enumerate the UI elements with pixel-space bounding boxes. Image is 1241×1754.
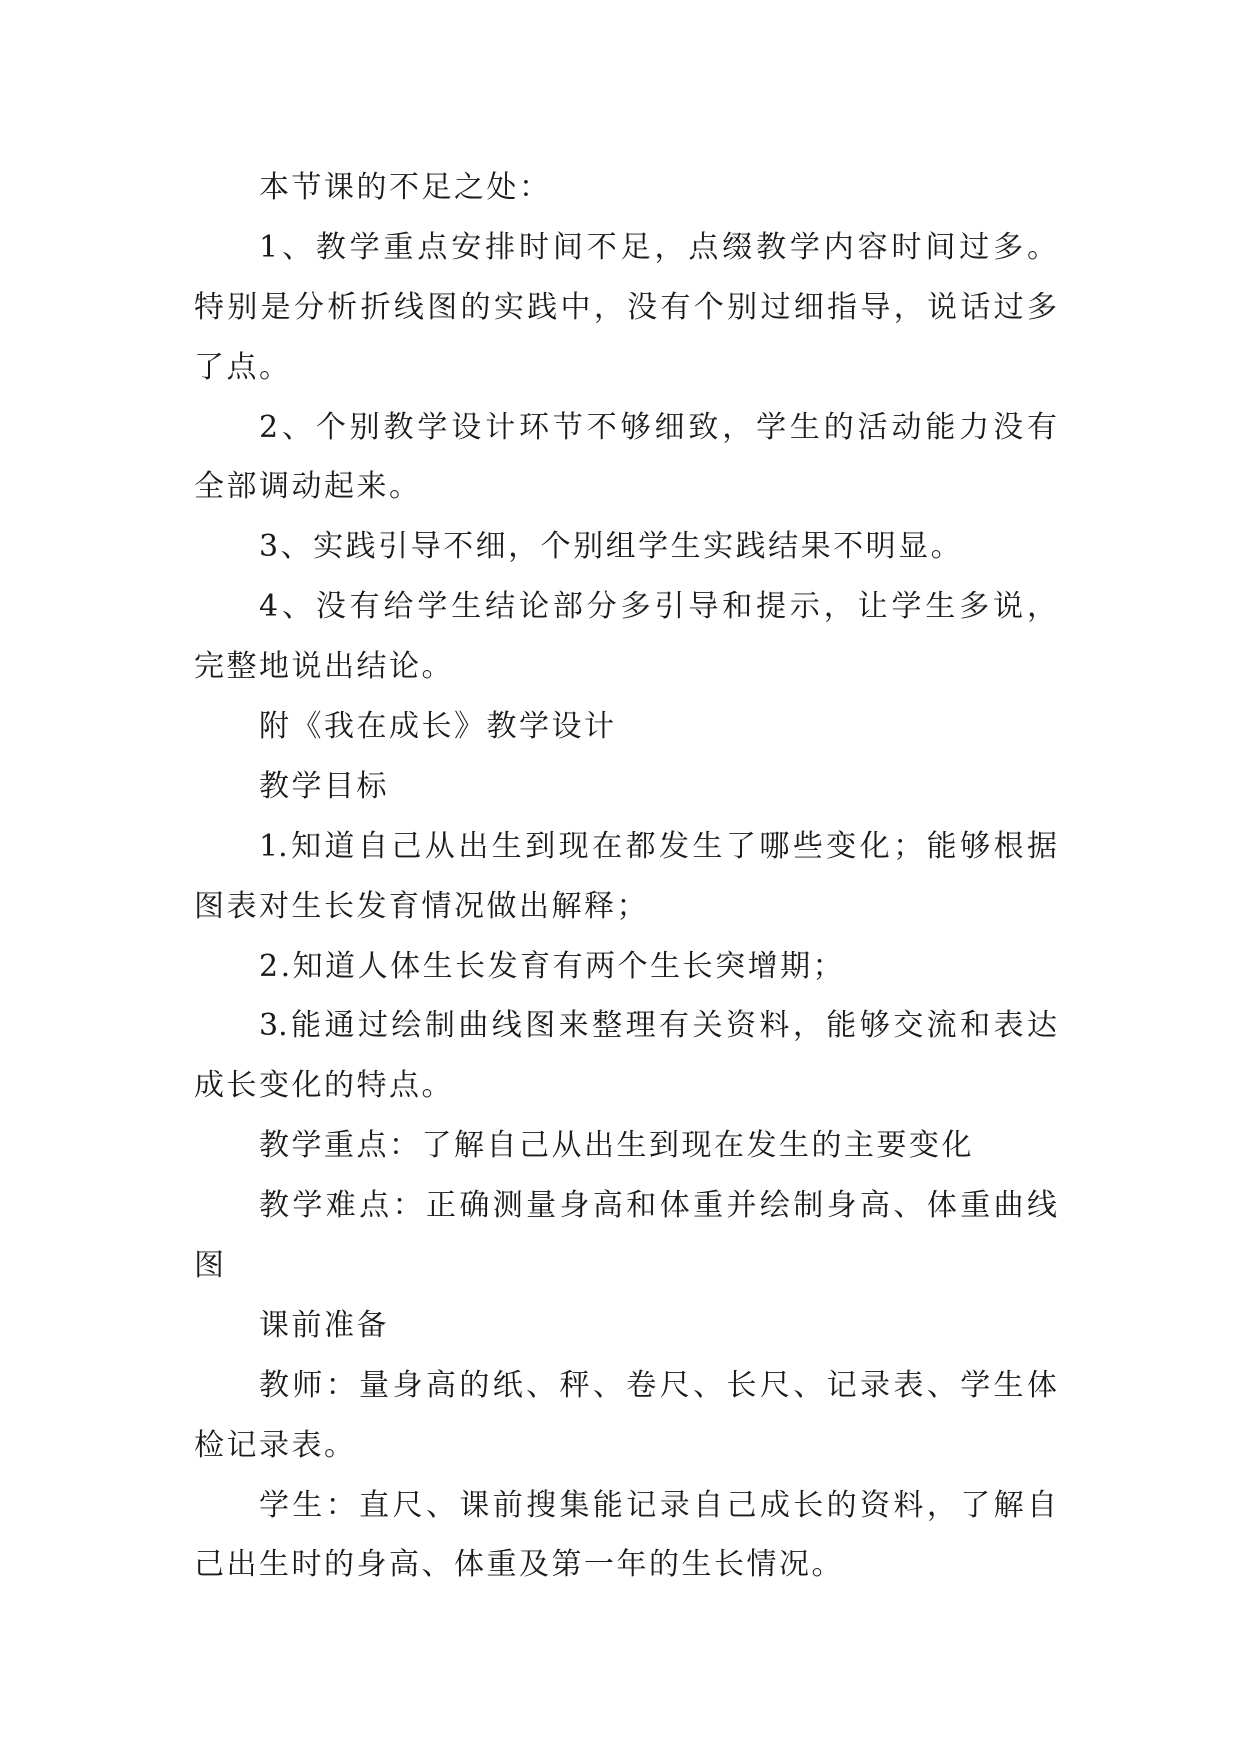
paragraph-objectives-heading [194, 757, 1057, 817]
paragraph-objective-1 [194, 817, 1057, 937]
text-line: 己出生时的身高、体重及第一年的生长情况。 [194, 1547, 844, 1583]
paragraph-student-preparation [194, 1476, 1057, 1596]
text-line: 2.知道人体生长发育有两个生长突增期； [259, 948, 846, 984]
paragraph-shortcomings-heading [194, 158, 1057, 218]
text-line: 教师：量身高的纸、秤、卷尺、长尺、记录表、学生体 [259, 1367, 1057, 1403]
text-line: 了点。 [194, 349, 292, 385]
text-line: 特别是分析折线图的实践中，没有个别过细指导，说话过多 [194, 289, 1057, 325]
text-line: 完整地说出结论。 [194, 649, 454, 685]
text-line: 3、实践引导不细，个别组学生实践结果不明显。 [259, 529, 964, 565]
text-line: 4、没有给学生结论部分多引导和提示，让学生多说， [259, 589, 1057, 625]
text-line: 课前准备 [259, 1307, 389, 1343]
paragraph-difficult-point [194, 1176, 1057, 1296]
paragraph-shortcoming-2 [194, 398, 1057, 518]
text-line: 教学重点：了解自己从出生到现在发生的主要变化 [259, 1128, 974, 1164]
text-line: 教学难点：正确测量身高和体重并绘制身高、体重曲线 [259, 1188, 1057, 1224]
text-line: 1.知道自己从出生到现在都发生了哪些变化；能够根据 [259, 828, 1057, 864]
text-line: 2、个别教学设计环节不够细致，学生的活动能力没有 [259, 409, 1057, 445]
paragraph-shortcoming-4 [194, 577, 1057, 697]
paragraph-appendix-title [194, 697, 1057, 757]
paragraph-preparation-heading [194, 1296, 1057, 1356]
document-body [194, 158, 1057, 1595]
text-line: 图 [194, 1248, 227, 1284]
text-line: 教学目标 [259, 768, 389, 804]
text-line: 学生：直尺、课前搜集能记录自己成长的资料，了解自 [259, 1487, 1057, 1523]
paragraph-key-point [194, 1116, 1057, 1176]
text-line: 全部调动起来。 [194, 469, 422, 505]
text-line: 本节课的不足之处： [259, 170, 552, 205]
paragraph-teacher-preparation [194, 1356, 1057, 1476]
paragraph-shortcoming-3 [194, 517, 1057, 577]
text-line: 检记录表。 [194, 1427, 357, 1463]
text-line: 1、教学重点安排时间不足，点缀教学内容时间过多。 [259, 229, 1057, 265]
paragraph-objective-3 [194, 996, 1057, 1116]
text-line: 3.能通过绘制曲线图来整理有关资料，能够交流和表达 [259, 1008, 1057, 1044]
text-line: 图表对生长发育情况做出解释； [194, 888, 649, 924]
paragraph-objective-2 [194, 937, 1057, 997]
paragraph-shortcoming-1 [194, 218, 1057, 398]
text-line: 附《我在成长》教学设计 [259, 709, 617, 745]
text-line: 成长变化的特点。 [194, 1068, 454, 1104]
